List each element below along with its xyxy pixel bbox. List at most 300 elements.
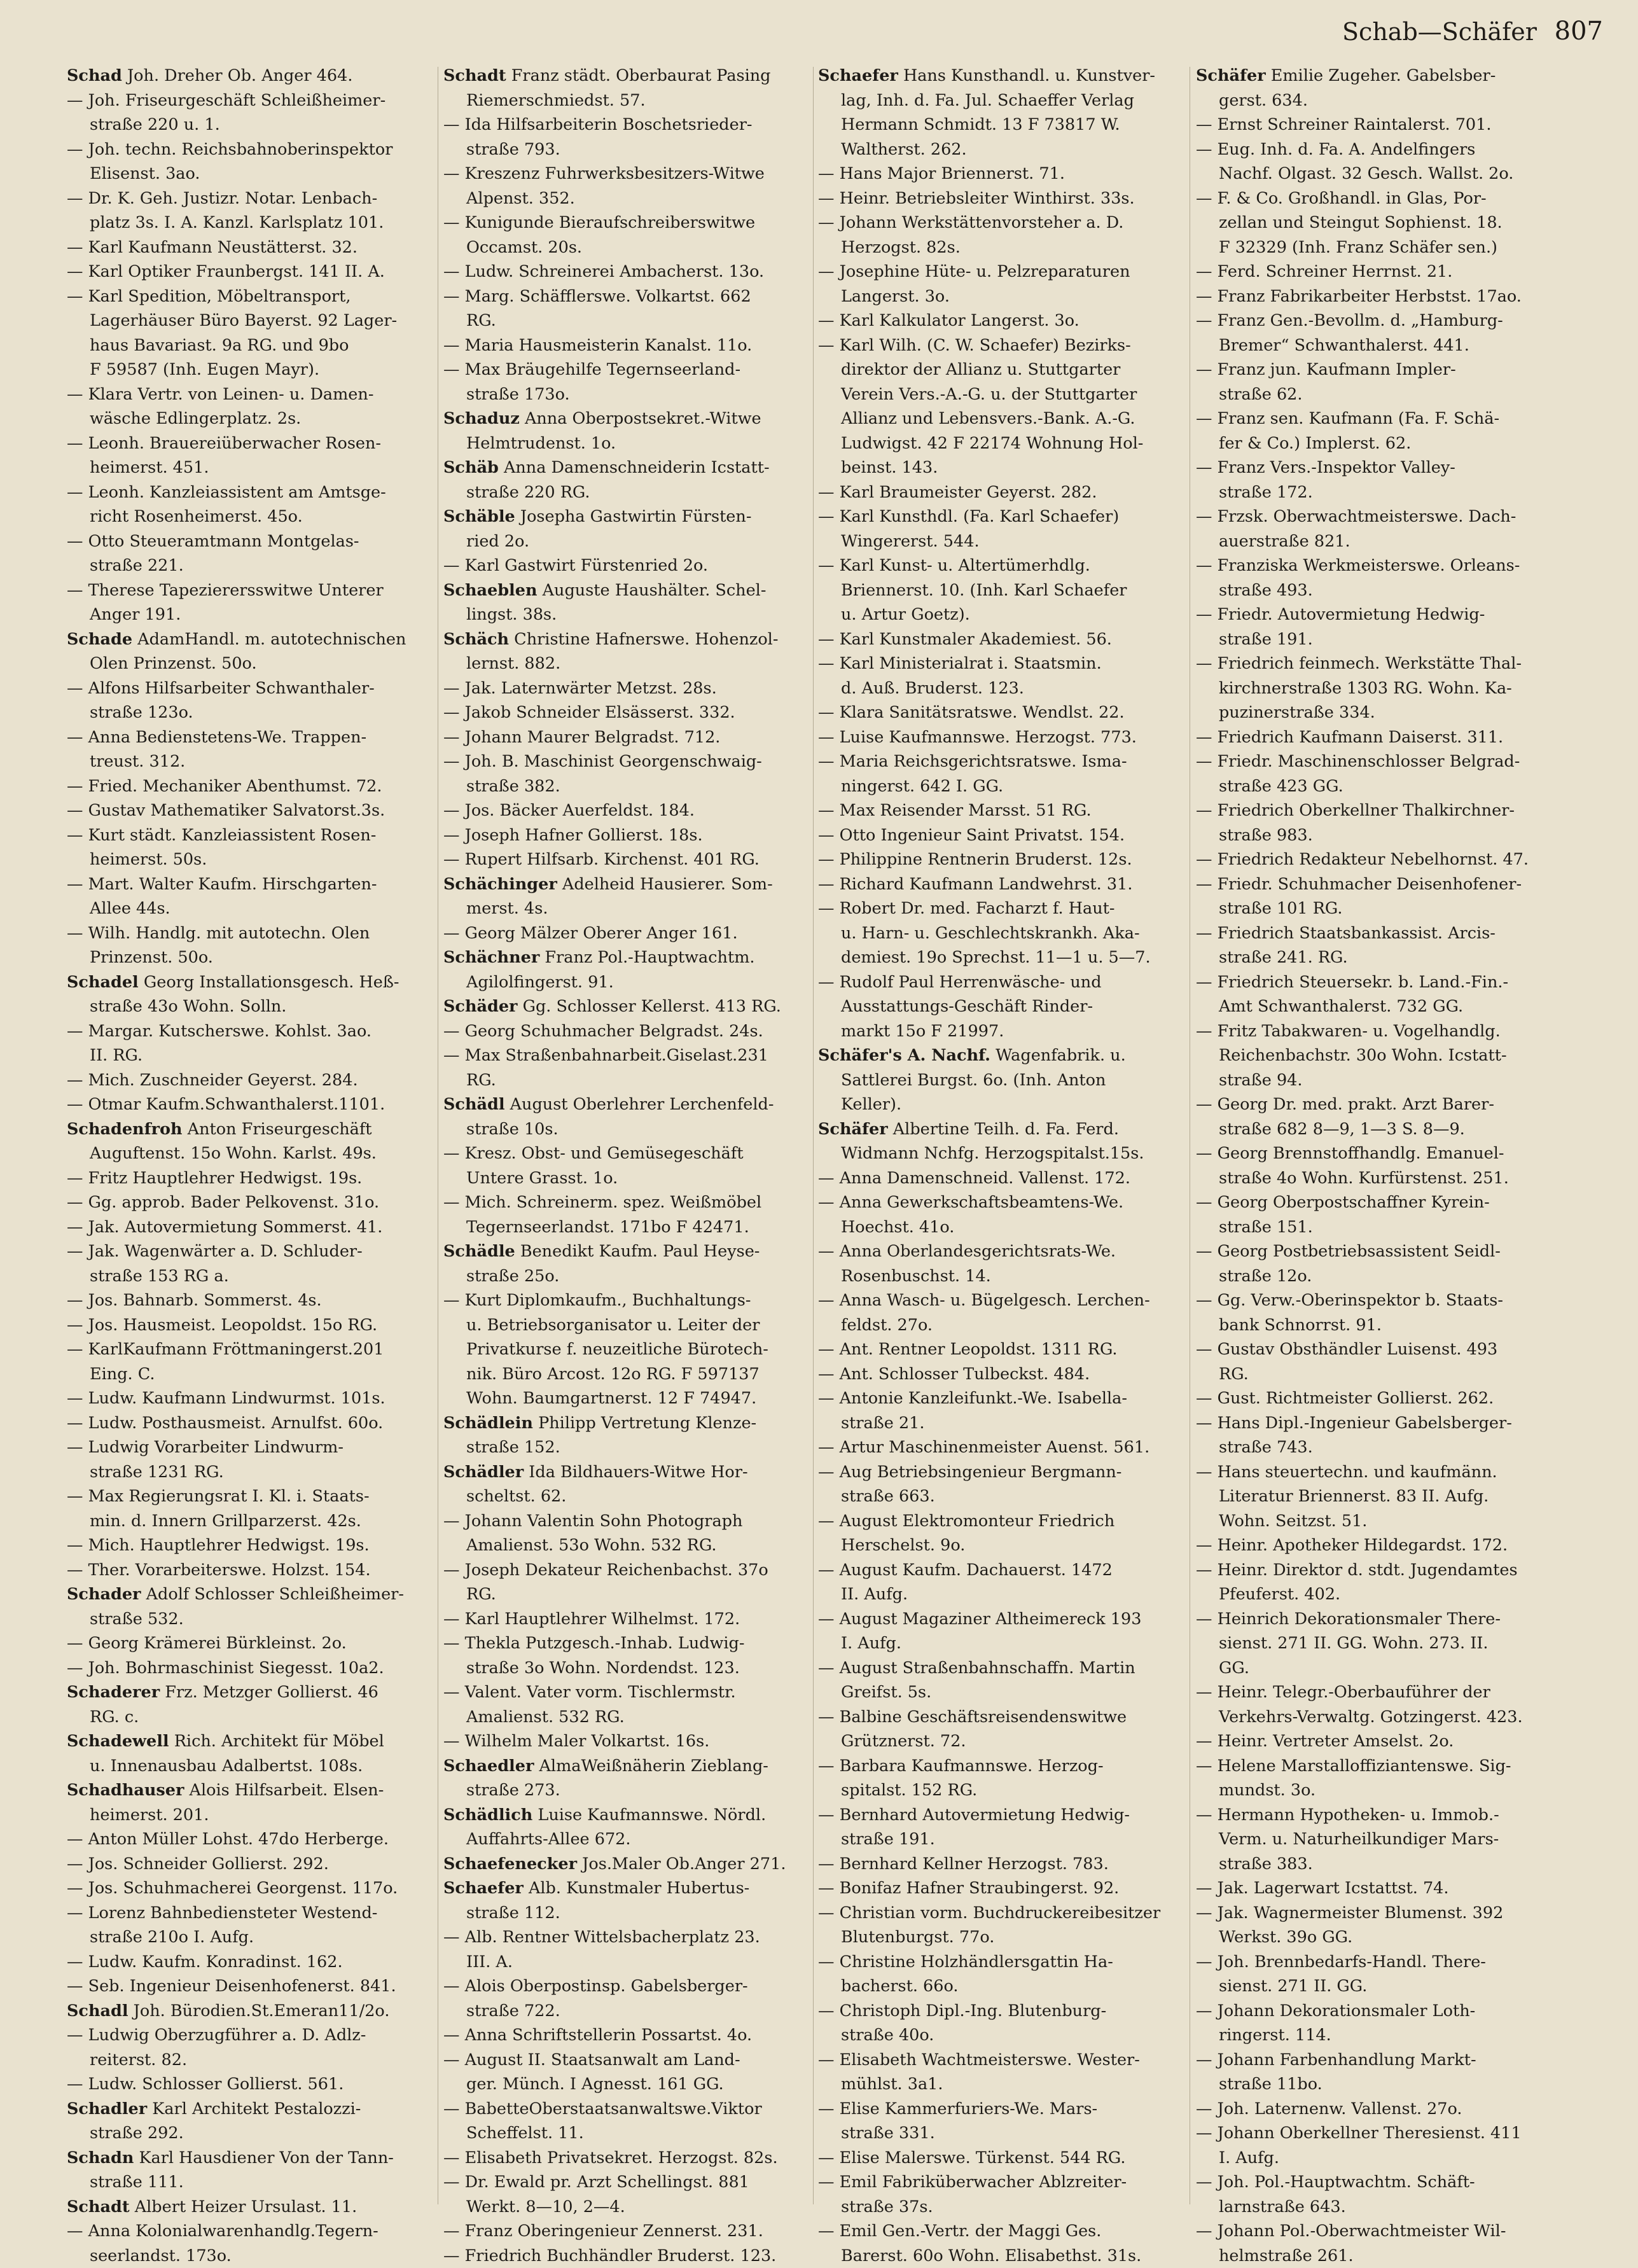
entry-continuation-line	[67, 994, 433, 1019]
entry-text: — Jos. Schuhmacherei Georgenst. 117o.	[67, 1879, 398, 1898]
entry-line	[818, 2048, 1184, 2073]
entry-continuation-line	[818, 1019, 1184, 1044]
entry-continuation-line	[1196, 1484, 1562, 1509]
entry-continuation-line	[67, 1705, 433, 1730]
entry-continuation-line	[818, 1778, 1184, 1803]
entry-text: Emilie Zugeher. Gabelsber-	[1266, 66, 1496, 85]
entry-text: straße 12o.	[1219, 1267, 1312, 1286]
entry-text: RG.	[466, 1585, 496, 1604]
entry-text: straße 152.	[466, 1438, 560, 1457]
entry-text: Helmtrudenst. 1o.	[466, 434, 616, 453]
entry-line	[443, 749, 809, 774]
entry-line	[67, 578, 433, 603]
entry-text: Anna Oberpostsekret.-Witwe	[520, 409, 761, 428]
entry-line	[1196, 1337, 1562, 1362]
entry-continuation-line	[1196, 2195, 1562, 2220]
entry-text: — Alb. Rentner Wittelsbacherplatz 23.	[443, 1928, 760, 1947]
entry-text: — Thekla Putzgesch.-Inhab. Ludwig-	[443, 1634, 745, 1653]
entry-line	[818, 798, 1184, 823]
entry-text: Allee 44s.	[90, 899, 170, 918]
entry-text: — Wilh. Handlg. mit autotechn. Olen	[67, 924, 370, 943]
entry-text: — Ant. Rentner Leopoldst. 1311 RG.	[818, 1340, 1118, 1359]
entry-continuation-line	[818, 1313, 1184, 1338]
entry-line	[67, 1558, 433, 1583]
entry-text: — Franziska Werkmeisterswe. Orleans-	[1196, 556, 1520, 575]
entry-text: straße 3o Wohn. Nordendst. 123.	[466, 1659, 740, 1678]
entry-text: straße 983.	[1219, 826, 1313, 845]
entry-continuation-line	[1196, 529, 1562, 554]
entry-text: Herschelst. 9o.	[841, 1536, 965, 1555]
entry-text: Greifst. 5s.	[841, 1683, 931, 1702]
entry-text: — August II. Staatsanwalt am Land-	[443, 2050, 740, 2070]
entry-continuation-line	[67, 1362, 433, 1387]
entry-text: — Josephine Hüte- u. Pelzreparaturen	[818, 262, 1130, 281]
entry-text: Gg. Schlosser Kellerst. 413 RG.	[518, 997, 781, 1016]
entry-heading-line	[818, 1043, 1184, 1068]
entry-text: — Dr. Ewald pr. Arzt Schellingst. 881	[443, 2173, 749, 2192]
entry-text: ried 2o.	[466, 532, 529, 551]
entry-text: — Ant. Schlosser Tulbeckst. 484.	[818, 1365, 1090, 1384]
entry-continuation-line	[1196, 1264, 1562, 1289]
entry-heading-line	[67, 970, 433, 995]
entry-heading-line	[67, 2097, 433, 2122]
entry-text: — Gg. Verw.-Oberinspektor b. Staats-	[1196, 1291, 1503, 1310]
entry-continuation-line	[818, 921, 1184, 946]
entry-heading-line	[67, 1729, 433, 1754]
entry-text: — Mart. Walter Kaufm. Hirschgarten-	[67, 875, 377, 894]
entry-continuation-line	[818, 1533, 1184, 1558]
entry-line	[1196, 284, 1562, 309]
surname: Schächinger	[443, 875, 557, 894]
running-head: Schab—Schäfer	[1342, 18, 1537, 46]
entry-line	[1196, 113, 1562, 137]
entry-continuation-line	[818, 235, 1184, 260]
entry-continuation-line	[67, 1754, 433, 1779]
entry-continuation-line	[1196, 1705, 1562, 1730]
entry-line	[67, 872, 433, 897]
entry-text: straße 722.	[466, 2001, 560, 2021]
entry-text: spitalst. 152 RG.	[841, 1781, 977, 1800]
entry-text: — Kurt Diplomkaufm., Buchhaltungs-	[443, 1291, 751, 1310]
entry-line	[818, 2170, 1184, 2195]
entry-text: — Karl Ministerialrat i. Staatsmin.	[818, 654, 1102, 673]
entry-continuation-line	[1196, 578, 1562, 603]
surname: Schächner	[443, 948, 539, 967]
entry-text: — Elisabeth Wachtmeisterswe. Wester-	[818, 2050, 1140, 2070]
entry-text: — Friedrich Kaufmann Daiserst. 311.	[1196, 728, 1503, 747]
entry-text: Wohn. Baumgartnerst. 12 F 74947.	[466, 1389, 756, 1408]
entry-line	[818, 260, 1184, 284]
entry-text: straße 21.	[841, 1414, 925, 1433]
entry-text: Luise Kaufmannswe. Nördl.	[532, 1805, 766, 1825]
entry-line	[443, 260, 809, 284]
entry-text: Werkt. 8—10, 2—4.	[466, 2197, 625, 2216]
entry-continuation-line	[818, 994, 1184, 1019]
entry-line	[443, 113, 809, 137]
entry-text: — Ludw. Posthausmeist. Arnulfst. 60o.	[67, 1414, 383, 1433]
entry-heading-line	[1196, 64, 1562, 88]
entry-text: — Fritz Hauptlehrer Hedwigst. 19s.	[67, 1169, 362, 1188]
entry-line	[67, 1852, 433, 1877]
entry-heading-line	[443, 1803, 809, 1828]
entry-text: merst. 4s.	[466, 899, 548, 918]
entry-text: — Ernst Schreiner Raintalerst. 701.	[1196, 115, 1491, 134]
surname: Schäb	[443, 458, 499, 477]
entry-text: larnstraße 643.	[1219, 2197, 1346, 2216]
surname: Schäfer	[1196, 66, 1266, 85]
entry-continuation-line	[1196, 1068, 1562, 1093]
entry-continuation-line	[818, 1827, 1184, 1852]
entry-line	[443, 1141, 809, 1166]
entry-text: Riemerschmiedst. 57.	[466, 91, 646, 110]
entry-text: — Alois Oberpostinsp. Gabelsberger-	[443, 1977, 748, 1996]
entry-heading-line	[67, 2146, 433, 2171]
entry-text: RG.	[466, 311, 496, 330]
entry-line	[443, 700, 809, 725]
entry-continuation-line	[443, 1950, 809, 1975]
entry-text: — Christoph Dipl.-Ing. Blutenburg-	[818, 2001, 1106, 2021]
entry-text: — Friedrich feinmech. Werkstätte Thal-	[1196, 654, 1522, 673]
entry-text: mühlst. 3a1.	[841, 2075, 943, 2094]
entry-line	[67, 480, 433, 505]
entry-continuation-line	[818, 358, 1184, 382]
entry-text: — Max Straßenbahnarbeit.Giselast.231	[443, 1046, 768, 1065]
entry-text: — Franz Gen.-Bevollm. d. „Hamburg-	[1196, 311, 1503, 330]
entry-continuation-line	[443, 1166, 809, 1191]
entry-line	[818, 823, 1184, 848]
entry-line	[67, 1876, 433, 1901]
entry-line	[1196, 309, 1562, 333]
entry-text: — Helene Marstalloffiziantenswe. Sig-	[1196, 1757, 1511, 1776]
entry-text: ringerst. 114.	[1219, 2026, 1331, 2045]
entry-line	[1196, 1141, 1562, 1166]
entry-continuation-line	[1196, 896, 1562, 921]
entry-continuation-line	[818, 945, 1184, 970]
entry-continuation-line	[67, 2121, 433, 2146]
entry-continuation-line	[67, 309, 433, 333]
entry-line	[818, 1607, 1184, 1632]
entry-line	[818, 211, 1184, 235]
entry-text: — KarlKaufmann Fröttmaningerst.201	[67, 1340, 384, 1359]
entry-line	[818, 1509, 1184, 1534]
entry-text: — Emil Fabriküberwacher Ablzreiter-	[818, 2173, 1127, 2192]
entry-continuation-line	[818, 431, 1184, 456]
entry-continuation-line	[1196, 382, 1562, 407]
entry-text: mundst. 3o.	[1219, 1781, 1315, 1800]
entry-line	[67, 2219, 433, 2244]
entry-line	[67, 823, 433, 848]
entry-text: — Joh. Laternenw. Vallenst. 27o.	[1196, 2099, 1462, 2118]
entry-line	[818, 162, 1184, 186]
entry-text: — Balbine Geschäftsreisendenswitwe	[818, 1708, 1127, 1727]
entry-heading-line	[818, 1117, 1184, 1142]
entry-line	[443, 725, 809, 750]
entry-text: — Fritz Tabakwaren- u. Vogelhandlg.	[1196, 1022, 1501, 1041]
surname: Schaefer	[818, 66, 898, 85]
surname: Schaderer	[67, 1683, 160, 1702]
entry-line	[818, 847, 1184, 872]
entry-text: straße 123o.	[90, 703, 193, 722]
entry-text: — Jos. Schneider Gollierst. 292.	[67, 1854, 329, 1874]
entry-text: — Artur Maschinenmeister Auenst. 561.	[818, 1438, 1149, 1457]
entry-line	[1196, 1729, 1562, 1754]
entry-continuation-line	[67, 1141, 433, 1166]
entry-continuation-line	[1196, 2244, 1562, 2268]
entry-text: — Johann Werkstättenvorsteher a. D.	[818, 213, 1123, 232]
entry-line	[67, 774, 433, 799]
entry-text: zellan und Steingut Sophienst. 18.	[1219, 213, 1503, 232]
entry-text: — Joh. Bohrmaschinist Siegesst. 10a2.	[67, 1659, 384, 1678]
entry-line	[67, 1631, 433, 1656]
entry-continuation-line	[818, 578, 1184, 603]
entry-line	[818, 504, 1184, 529]
entry-heading-line	[818, 64, 1184, 88]
entry-text: Eing. C.	[90, 1365, 155, 1384]
entry-line	[67, 529, 433, 554]
entry-text: Literatur Briennerst. 83 II. Aufg.	[1219, 1487, 1489, 1506]
entry-text: straße 743.	[1219, 1438, 1313, 1457]
entry-line	[1196, 1607, 1562, 1632]
entry-continuation-line	[818, 1411, 1184, 1436]
entry-continuation-line	[1196, 1509, 1562, 1534]
entry-text: I. Aufg.	[1219, 2148, 1279, 2167]
entry-line	[1196, 1019, 1562, 1044]
entry-text: Amalienst. 532 RG.	[466, 1708, 625, 1727]
entry-line	[1196, 456, 1562, 480]
entry-line	[67, 1656, 433, 1681]
entry-text: Privatkurse f. neuzeitliche Bürotech-	[466, 1340, 768, 1359]
surname: Schader	[67, 1585, 141, 1604]
column-3	[818, 64, 1184, 2208]
entry-text: — Jak. Lagerwart Icstattst. 74.	[1196, 1879, 1449, 1898]
entry-text: Jos.Maler Ob.Anger 271.	[577, 1854, 786, 1874]
entry-text: heimerst. 201.	[90, 1805, 209, 1825]
entry-text: — Karl Kunstmaler Akademiest. 56.	[818, 630, 1112, 649]
entry-line	[443, 284, 809, 309]
entry-text: straße 172.	[1219, 483, 1313, 502]
entry-text: III. A.	[466, 1952, 513, 1972]
entry-line	[1196, 1533, 1562, 1558]
entry-line	[818, 1876, 1184, 1901]
entry-continuation-line	[67, 504, 433, 529]
entry-text: Amalienst. 53o Wohn. 532 RG.	[466, 1536, 717, 1555]
entry-continuation-line	[818, 407, 1184, 431]
entry-line	[443, 333, 809, 358]
entry-continuation-line	[443, 896, 809, 921]
entry-line	[1196, 2048, 1562, 2073]
entry-continuation-line	[1196, 700, 1562, 725]
entry-continuation-line	[443, 2121, 809, 2146]
entry-text: lernst. 882.	[466, 654, 560, 673]
entry-text: Wingererst. 544.	[841, 532, 980, 551]
entry-line	[818, 725, 1184, 750]
entry-line	[67, 382, 433, 407]
entry-line	[443, 847, 809, 872]
entry-text: straße 682 8—9, 1—3 S. 8—9.	[1219, 1120, 1465, 1139]
entry-heading-line	[443, 1876, 809, 1901]
entry-text: — Kresz. Obst- und Gemüsegeschäft	[443, 1144, 744, 1163]
entry-text: — Jak. Wagenwärter a. D. Schluder-	[67, 1242, 363, 1261]
entry-text: — Jos. Hausmeist. Leopoldst. 15o RG.	[67, 1316, 377, 1335]
entry-text: — Friedrich Oberkellner Thalkirchner-	[1196, 801, 1515, 820]
entry-text: platz 3s. I. A. Kanzl. Karlsplatz 101.	[90, 213, 384, 232]
entry-text: u. Artur Goetz).	[841, 605, 970, 624]
entry-text: Anger 191.	[90, 605, 181, 624]
entry-text: — Anna Schriftstellerin Possartst. 4o.	[443, 2026, 752, 2045]
entry-continuation-line	[1196, 1215, 1562, 1240]
entry-text: — Joh. Brennbedarfs-Handl. There-	[1196, 1952, 1486, 1972]
entry-text: — Franz jun. Kaufmann Impler-	[1196, 360, 1456, 379]
entry-line	[818, 2219, 1184, 2244]
entry-text: — Jakob Schneider Elsässerst. 332.	[443, 703, 735, 722]
entry-text: — Antonie Kanzleifunkt.-We. Isabella-	[818, 1389, 1127, 1408]
surname: Schad	[67, 66, 122, 85]
entry-continuation-line	[443, 1215, 809, 1240]
entry-text: straße 663.	[841, 1487, 935, 1506]
entry-text: — Ludw. Kaufm. Konradinst. 162.	[67, 1952, 343, 1972]
entry-text: — Georg Krämerei Bürkleinst. 2o.	[67, 1634, 347, 1653]
entry-line	[818, 651, 1184, 676]
entry-continuation-line	[818, 2244, 1184, 2268]
entry-continuation-line	[67, 651, 433, 676]
entry-text: RG.	[466, 1071, 496, 1090]
entry-text: Auguftenst. 15o Wohn. Karlst. 49s.	[90, 1144, 377, 1163]
entry-continuation-line	[443, 382, 809, 407]
entry-heading-line	[443, 872, 809, 897]
entry-text: RG.	[1219, 1365, 1249, 1384]
surname: Schadenfroh	[67, 1120, 183, 1139]
entry-heading-line	[443, 1092, 809, 1117]
entry-continuation-line	[67, 1264, 433, 1289]
entry-text: heimerst. 50s.	[90, 850, 207, 869]
entry-heading-line	[443, 1460, 809, 1485]
entry-text: Barerst. 60o Wohn. Elisabethst. 31s.	[841, 2246, 1141, 2265]
entry-text: Untere Grasst. 1o.	[466, 1169, 618, 1188]
entry-continuation-line	[67, 945, 433, 970]
entry-text: Alpenst. 352.	[466, 189, 575, 208]
entry-line	[1196, 2121, 1562, 2146]
entry-line	[1196, 1680, 1562, 1705]
entry-text: Karl Architekt Pestalozzi-	[147, 2099, 361, 2118]
entry-text: straße 173o.	[466, 385, 570, 404]
entry-text: — Jak. Wagnermeister Blumenst. 392	[1196, 1903, 1503, 1923]
entry-text: lag, Inh. d. Fa. Jul. Schaeffer Verlag	[841, 91, 1134, 110]
entry-line	[67, 1533, 433, 1558]
entry-text: — Fried. Mechaniker Abenthumst. 72.	[67, 777, 382, 796]
entry-line	[67, 2023, 433, 2048]
entry-text: — Hans steuertechn. und kaufmänn.	[1196, 1463, 1497, 1482]
entry-text: — Maria Hausmeisterin Kanalst. 11o.	[443, 336, 752, 355]
entry-line	[818, 749, 1184, 774]
entry-text: — Max Reisender Marsst. 51 RG.	[818, 801, 1092, 820]
entry-line	[1196, 358, 1562, 382]
entry-text: Joh. Bürodien.St.Emeran11/2o.	[128, 2001, 390, 2021]
surname: Schaedler	[443, 1757, 534, 1776]
entry-line	[443, 1729, 809, 1754]
entry-line	[818, 1901, 1184, 1926]
entry-line	[67, 1411, 433, 1436]
entry-line	[818, 1803, 1184, 1828]
entry-text: — Hans Dipl.-Ingenieur Gabelsberger-	[1196, 1414, 1512, 1433]
entry-continuation-line	[443, 651, 809, 676]
surname: Schadewell	[67, 1732, 169, 1751]
entry-line	[818, 1362, 1184, 1387]
entry-continuation-line	[443, 774, 809, 799]
entry-continuation-line	[443, 1705, 809, 1730]
entry-text: Ludwigst. 42 F 22174 Wohnung Hol-	[841, 434, 1143, 453]
entry-text: demiest. 19o Sprechst. 11—1 u. 5—7.	[841, 948, 1151, 967]
entry-text: — Franz sen. Kaufmann (Fa. F. Schä-	[1196, 409, 1499, 428]
entry-text: — Ida Hilfsarbeiterin Boschetsrieder-	[443, 115, 753, 134]
entry-text: lingst. 38s.	[466, 605, 557, 624]
entry-text: — Georg Schuhmacher Belgradst. 24s.	[443, 1022, 763, 1041]
entry-text: — Heinr. Vertreter Amselst. 2o.	[1196, 1732, 1454, 1751]
entry-line	[1196, 1901, 1562, 1926]
entry-text: — Mich. Schreinerm. spez. Weißmöbel	[443, 1193, 761, 1212]
surname: Schädlich	[443, 1805, 532, 1825]
entry-continuation-line	[67, 113, 433, 137]
entry-line	[443, 553, 809, 578]
entry-text: ger. Münch. I Agnesst. 161 GG.	[466, 2075, 724, 2094]
entry-line	[818, 700, 1184, 725]
surname: Schaeblen	[443, 581, 538, 600]
entry-line	[1196, 1190, 1562, 1215]
entry-line	[818, 186, 1184, 211]
entry-continuation-line	[443, 1778, 809, 1803]
entry-text: straße 220 u. 1.	[90, 115, 220, 134]
entry-text: fer & Co.) Implerst. 62.	[1219, 434, 1411, 453]
entry-line	[67, 431, 433, 456]
entry-line	[443, 1043, 809, 1068]
entry-line	[1196, 651, 1562, 676]
entry-line	[818, 1852, 1184, 1877]
entry-text: straße 25o.	[466, 1267, 559, 1286]
entry-line	[1196, 1288, 1562, 1313]
entry-text: — Joh. Pol.-Hauptwachtm. Schäft-	[1196, 2173, 1475, 2192]
entry-text: AlmaWeißnäherin Zieblang-	[534, 1757, 768, 1776]
entry-line	[1196, 1803, 1562, 1828]
entry-text: — August Elektromonteur Friedrich	[818, 1512, 1114, 1531]
entry-text: — Karl Kunsthdl. (Fa. Karl Schaefer)	[818, 507, 1119, 526]
entry-text: Nachf. Olgast. 32 Gesch. Wallst. 2o.	[1219, 164, 1513, 183]
entry-text: Verein Vers.-A.-G. u. der Stuttgarter	[841, 385, 1137, 404]
entry-text: — Philippine Rentnerin Bruderst. 12s.	[818, 850, 1132, 869]
entry-line	[67, 1974, 433, 1999]
entry-text: — Maria Reichsgerichtsratswe. Isma-	[818, 752, 1127, 771]
entry-text: — Karl Optiker Fraunbergst. 141 II. A.	[67, 262, 385, 281]
entry-line	[67, 676, 433, 701]
entry-text: Reichenbachstr. 30o Wohn. Icstatt-	[1219, 1046, 1507, 1065]
entry-continuation-line	[818, 1092, 1184, 1117]
entry-text: Elisenst. 3ao.	[90, 164, 200, 183]
entry-line	[818, 970, 1184, 995]
entry-text: — Heinrich Dekorationsmaler There-	[1196, 1610, 1501, 1629]
entry-heading-line	[443, 1411, 809, 1436]
entry-continuation-line	[443, 1901, 809, 1926]
entry-text: Rosenbuschst. 14.	[841, 1267, 991, 1286]
entry-text: sienst. 271 II. GG. Wohn. 273. II.	[1219, 1634, 1489, 1653]
entry-line	[818, 872, 1184, 897]
entry-text: straße 151.	[1219, 1218, 1313, 1237]
entry-text: — Anna Oberlandesgerichtsrats-We.	[818, 1242, 1116, 1261]
entry-text: Auguste Haushälter. Schel-	[538, 581, 767, 600]
entry-text: — Elise Malerswe. Türkenst. 544 RG.	[818, 2148, 1125, 2167]
entry-line	[67, 798, 433, 823]
entry-line	[443, 921, 809, 946]
entry-text: AdamHandl. m. autotechnischen	[132, 630, 406, 649]
entry-text: Hoechst. 41o.	[841, 1218, 954, 1237]
entry-continuation-line	[818, 2195, 1184, 2220]
